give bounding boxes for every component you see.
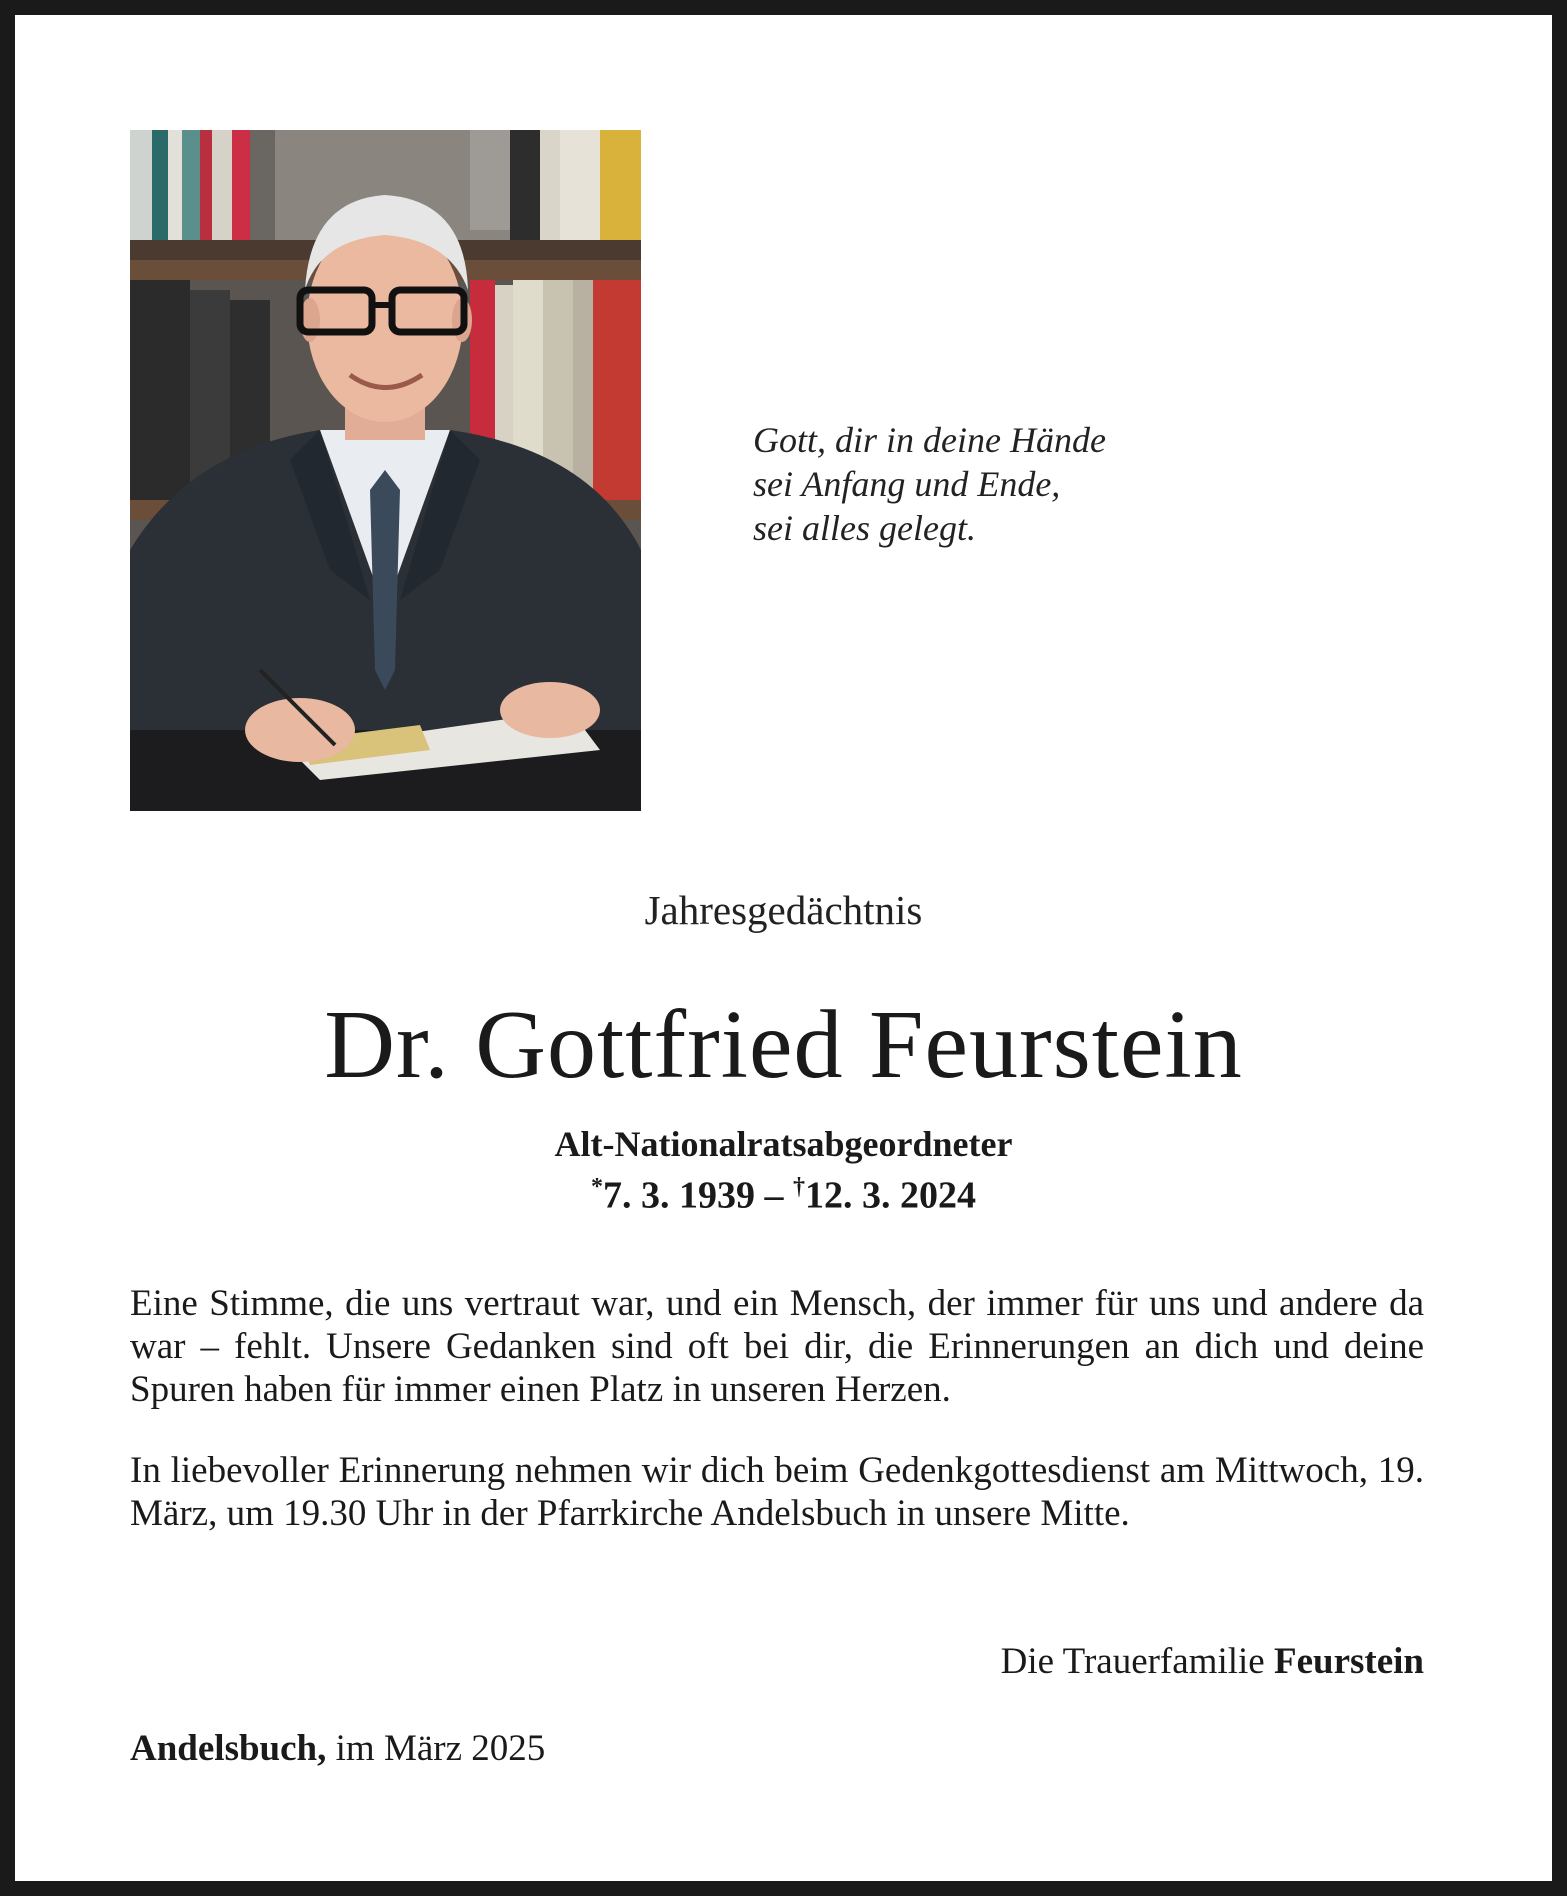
dates-separator: – <box>755 1174 793 1217</box>
death-symbol: † <box>793 1174 805 1200</box>
birth-symbol: * <box>591 1174 603 1200</box>
place-and-date <box>130 1727 1030 1771</box>
place-town: Andelsbuch, <box>130 1728 327 1769</box>
quote-line: sei Anfang und Ende, <box>753 464 1061 504</box>
family-name: Feurstein <box>1273 1641 1424 1682</box>
family-signature <box>130 1640 1424 1684</box>
birth-date: 7. 3. 1939 <box>603 1174 755 1217</box>
life-dates <box>15 1165 1552 1218</box>
deceased-name: Dr. Gottfried Feurstein <box>324 991 1243 1099</box>
death-date: 12. 3. 2024 <box>805 1174 976 1217</box>
obituary-page <box>15 15 1552 1881</box>
notice-type-heading: Jahresgedächtnis <box>644 887 923 933</box>
place-date: im März 2025 <box>326 1728 546 1769</box>
memorial-service-paragraph: In liebevoller Erinnerung nehmen wir dich beim Gedenkgottesdienst am Mittwoch, 19. März, um 19.30 Uhr in der Pfarrkirche Andelsbuch in unsere Mitte. <box>130 1450 1424 1534</box>
quote-line: Gott, dir in deine Hände <box>753 420 1106 460</box>
signature-prefix: Die Trauerfamilie <box>1000 1641 1274 1682</box>
quote-line: sei alles gelegt. <box>753 508 976 548</box>
portrait-photo <box>130 130 641 811</box>
quote-verse <box>753 418 1313 550</box>
deceased-title: Alt-Nationalratsabgeordneter <box>554 1124 1013 1164</box>
tribute-paragraph: Eine Stimme, die uns vertraut war, und ein Mensch, der immer für uns und andere da war – fehlt. Unsere Gedanken sind oft bei dir, die Erinnerungen an dich und deine Spuren haben für immer einen Platz in unseren Herzen. <box>130 1283 1424 1410</box>
portrait-photo-illustration <box>130 130 641 811</box>
